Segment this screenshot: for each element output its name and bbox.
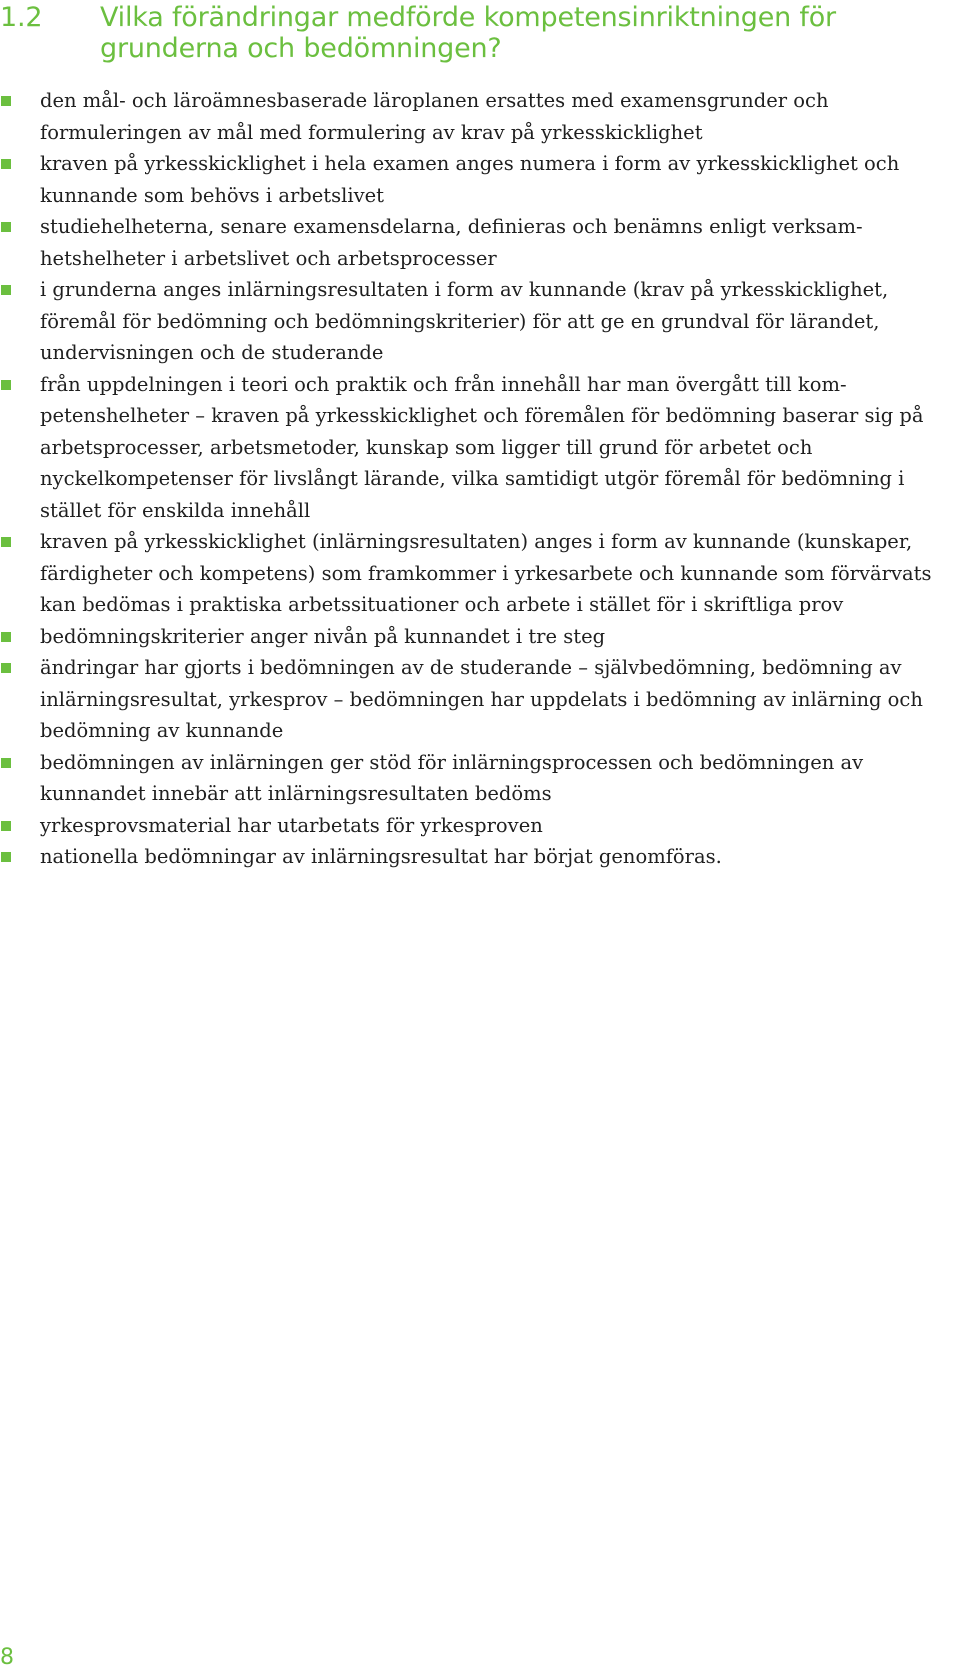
list-item-text: i grunderna anges inlärningsresultaten i form av kunnande (krav på yrkesskicklighet, föremål för bedömning och bedömningskriterier) för att ge en grundval för lärandet, undervisningen och de studerande	[40, 278, 889, 364]
list-item	[0, 526, 950, 621]
square-bullet-icon	[1, 159, 11, 169]
list-item-text: yrkesprovsmaterial har utarbetats för yrkesproven	[40, 813, 543, 837]
square-bullet-icon	[1, 380, 11, 390]
list-item-text: från uppdelningen i teori och praktik och från innehåll har man övergått till kompetenshelheter – kraven på yrkesskicklighet och föremålen för bedömning baserar sig på arbetsprocesser, arbetsmetoder, kunskap som ligger till grund för arbetet och nyckelkompetenser för livslångt lärande, vilka samtidigt utgör föremål för bedömning i stället för enskilda innehåll	[40, 372, 924, 522]
list-item	[0, 621, 950, 653]
list-item	[0, 841, 950, 873]
list-item	[0, 369, 950, 527]
section-heading	[0, 2, 930, 64]
list-item-text: studiehelheterna, senare examensdelarna, definieras och benämns enligt verksamhetshelheter i arbetslivet och arbetsprocesser	[40, 215, 863, 270]
list-item	[0, 85, 950, 148]
square-bullet-icon	[1, 96, 11, 106]
square-bullet-icon	[1, 821, 11, 831]
list-item	[0, 274, 950, 369]
list-item	[0, 747, 950, 810]
square-bullet-icon	[1, 758, 11, 768]
bullet-list	[0, 85, 950, 873]
list-item	[0, 810, 950, 842]
page-number: 8	[0, 1645, 14, 1670]
square-bullet-icon	[1, 222, 11, 232]
list-item-text: bedömningskriterier anger nivån på kunnandet i tre steg	[40, 624, 606, 648]
list-item	[0, 148, 950, 211]
list-item-text: den mål- och läroämnesbaserade läroplanen ersattes med examensgrunder och formuleringen av mål med formulering av krav på yrkesskicklighet	[40, 89, 829, 144]
square-bullet-icon	[1, 632, 11, 642]
list-item	[0, 211, 950, 274]
square-bullet-icon	[1, 285, 11, 295]
section-title: Vilka förändringar medförde kompetensinriktningen för grunderna och bedömningen?	[100, 2, 836, 64]
list-item-text: nationella bedömningar av inlärningsresultat har börjat genomföras.	[40, 845, 722, 868]
square-bullet-icon	[1, 852, 11, 862]
list-item-text: kraven på yrkesskicklighet i hela examen anges numera i form av yrkesskicklighet och kunnande som behövs i arbetslivet	[40, 152, 900, 207]
square-bullet-icon	[1, 663, 11, 673]
section-number: 1.2	[0, 2, 43, 33]
list-item-text: bedömningen av inlärningen ger stöd för inlärningsprocessen och bedömningen av kunnandet innebär att inlärningsresultaten bedöms	[40, 750, 864, 805]
list-item-text: ändringar har gjorts i bedömningen av de studerande – självbedömning, bedömning av inlärningsresultat, yrkesprov – bedömningen har uppdelats i bedömning av inlärning och bedömning av kunnande	[40, 656, 923, 742]
list-item-text: kraven på yrkesskicklighet (inlärningsresultaten) anges i form av kunnande (kunskaper, färdigheter och kompetens) som framkommer i yrkesarbete och kunnande som förvärvats kan bedömas i praktiska arbetssituationer och arbete i stället för i skriftliga prov	[40, 530, 932, 616]
list-item	[0, 652, 950, 747]
square-bullet-icon	[1, 537, 11, 547]
